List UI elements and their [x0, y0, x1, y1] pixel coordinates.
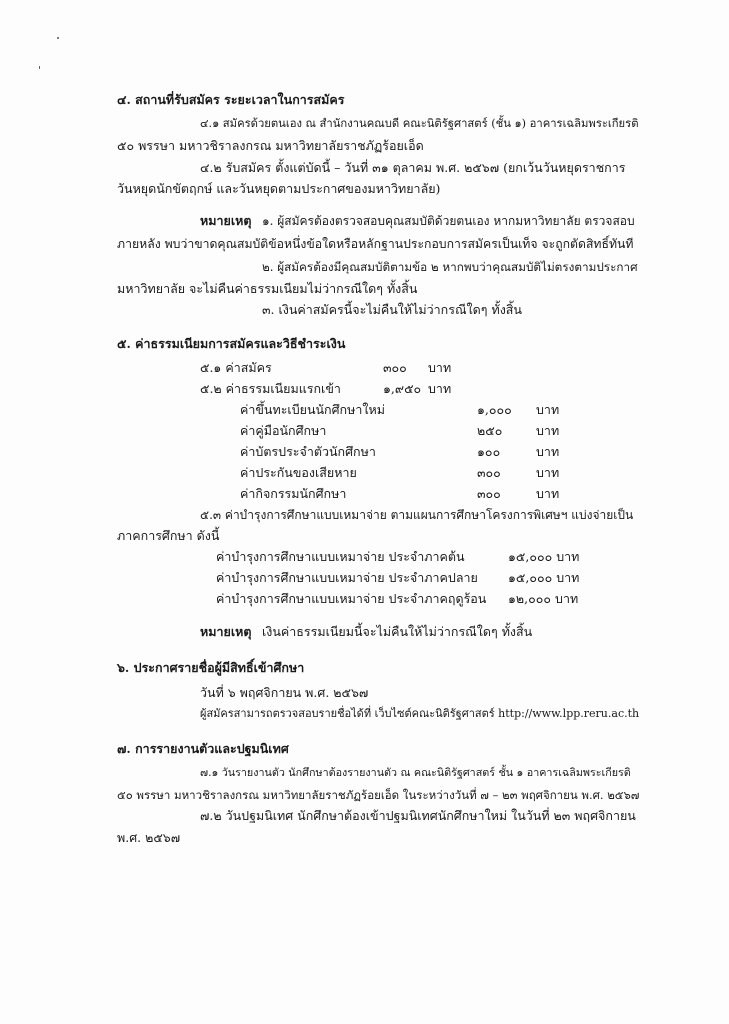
scan-speck [57, 37, 59, 39]
section-4-note-3: ๓. เงินค่าสมัครนี้จะไม่คืนให้ไม่ว่ากรณีใดๆ ทั้งสิ้น [262, 302, 522, 317]
section-5-heading: ๕. ค่าธรรมเนียมการสมัครและวิธีชำระเงิน [117, 336, 346, 351]
section-4-note-label: หมายเหตุ [200, 213, 252, 228]
term-fee-amount: ๑๒,๐๐๐ บาท [508, 591, 579, 606]
sub-fee-amount: ๓๐๐ [477, 486, 501, 501]
sub-fee-label: ค่าคู่มือนักศึกษา [240, 423, 327, 438]
sub-fee-unit: บาท [536, 402, 560, 417]
section-5-3-line-1: ๕.๓ ค่าบำรุงการศึกษาแบบเหมาจ่าย ตามแผนการศึกษาโครงการพิเศษฯ แบ่งจ่ายเป็น [200, 508, 634, 522]
fee-item-label: ๕.๒ ค่าธรรมเนียมแรกเข้า [200, 381, 341, 396]
sub-fee-unit: บาท [536, 486, 560, 501]
section-7-2-line-2: พ.ศ. ๒๕๖๗ [117, 830, 181, 845]
sub-fee-unit: บาท [536, 465, 560, 480]
term-fee-label: ค่าบำรุงการศึกษาแบบเหมาจ่าย ประจำภาคต้น [216, 549, 465, 564]
sub-fee-amount: ๓๐๐ [477, 465, 501, 480]
sub-fee-unit: บาท [536, 444, 560, 459]
sub-fee-amount: ๒๕๐ [477, 423, 503, 438]
term-fee-amount: ๑๕,๐๐๐ บาท [508, 570, 580, 585]
sub-fee-amount: ๑๐๐ [477, 444, 501, 459]
sub-fee-label: ค่าบัตรประจำตัวนักศึกษา [240, 444, 376, 459]
section-4-1-line-1: ๔.๑ สมัครด้วยตนเอง ณ สำนักงานคณบดี คณะนิติรัฐศาสตร์ (ชั้น ๑) อาคารเฉลิมพระเกียรติ [200, 117, 639, 130]
section-7-2-line-1: ๗.๒ วันปฐมนิเทศ นักศึกษาต้องเข้าปฐมนิเทศนักศึกษาใหม่ ในวันที่ ๒๓ พฤศจิกายน [200, 808, 636, 823]
sub-fee-unit: บาท [536, 423, 560, 438]
section-4-note-1-line-1: ๑. ผู้สมัครต้องตรวจสอบคุณสมบัติด้วยตนเอง หากมหาวิทยาลัย ตรวจสอบ [262, 214, 635, 228]
term-fee-amount: ๑๕,๐๐๐ บาท [508, 549, 580, 564]
section-7-1-line-2: ๕๐ พรรษา มหาวชิราลงกรณ มหาวิทยาลัยราชภัฏร้อยเอ็ด ในระหว่างวันที่ ๗ – ๒๓ พฤศจิกายน พ.ศ. ๒๕๖๗ [117, 788, 640, 802]
fee-item-amount: ๓๐๐ [383, 360, 407, 375]
fee-item-amount: ๑,๙๕๐ [383, 381, 422, 396]
section-7-1-line-1: ๗.๑ วันรายงานตัว นักศึกษาต้องรายงานตัว ณ คณะนิติรัฐศาสตร์ ชั้น ๑ อาคารเฉลิมพระเกียรติ [200, 766, 631, 779]
announcement-check-text: ผู้สมัครสามารถตรวจสอบรายชื่อได้ที่ เว็บไซต์คณะนิติรัฐศาสตร์ http://www.lpp.reru.ac.th [200, 707, 640, 720]
section-4-note-2-line-1: ๒. ผู้สมัครต้องมีคุณสมบัติตามข้อ ๒ หากพบว่าคุณสมบัติไม่ตรงตามประกาศ [262, 260, 638, 274]
term-fee-label: ค่าบำรุงการศึกษาแบบเหมาจ่าย ประจำภาคปลาย [216, 570, 478, 585]
section-4-note-2-line-2: มหาวิทยาลัย จะไม่คืนค่าธรรมเนียมไม่ว่ากรณีใดๆ ทั้งสิ้น [117, 281, 418, 296]
section-4-2-line-1: ๔.๒ รับสมัคร ตั้งแต่บัดนี้ – วันที่ ๓๑ ตุลาคม พ.ศ. ๒๕๖๗ (ยกเว้นวันหยุดราชการ [200, 160, 626, 175]
section-5-note-label: หมายเหตุ [200, 624, 252, 639]
sub-fee-label: ค่าประกันของเสียหาย [240, 465, 357, 480]
section-5-note-text: เงินค่าธรรมเนียมนี้จะไม่คืนให้ไม่ว่ากรณีใดๆ ทั้งสิ้น [262, 624, 533, 639]
section-6-heading: ๖. ประกาศรายชื่อผู้มีสิทธิ์เข้าศึกษา [117, 660, 305, 675]
scan-speck [39, 66, 40, 69]
section-4-1-line-2: ๕๐ พรรษา มหาวชิราลงกรณ มหาวิทยาลัยราชภัฏร้อยเอ็ด [117, 138, 424, 153]
fee-item-unit: บาท [428, 360, 452, 375]
sub-fee-label: ค่ากิจกรรมนักศึกษา [240, 486, 347, 501]
section-4-note-1-line-2: ภายหลัง พบว่าขาดคุณสมบัติข้อหนึ่งข้อใดหรือหลักฐานประกอบการสมัครเป็นเท็จ จะถูกตัดสิทธิ์ทันที [117, 237, 634, 251]
sub-fee-label: ค่าขึ้นทะเบียนนักศึกษาใหม่ [240, 402, 385, 417]
fee-item-unit: บาท [428, 381, 452, 396]
term-fee-label: ค่าบำรุงการศึกษาแบบเหมาจ่าย ประจำภาคฤดูร้อน [216, 591, 487, 606]
section-4-heading: ๔. สถานที่รับสมัคร ระยะเวลาในการสมัคร [117, 92, 345, 107]
sub-fee-amount: ๑,๐๐๐ [477, 402, 512, 417]
section-5-3-line-2: ภาคการศึกษา ดังนี้ [117, 528, 220, 543]
section-4-2-line-2: วันหยุดนักขัตฤกษ์ และวันหยุดตามประกาศของมหาวิทยาลัย) [117, 181, 441, 196]
fee-item-label: ๕.๑ ค่าสมัคร [200, 360, 272, 375]
section-7-heading: ๗. การรายงานตัวและปฐมนิเทศ [117, 741, 289, 756]
announcement-date: วันที่ ๖ พฤศจิกายน พ.ศ. ๒๕๖๗ [200, 685, 369, 700]
